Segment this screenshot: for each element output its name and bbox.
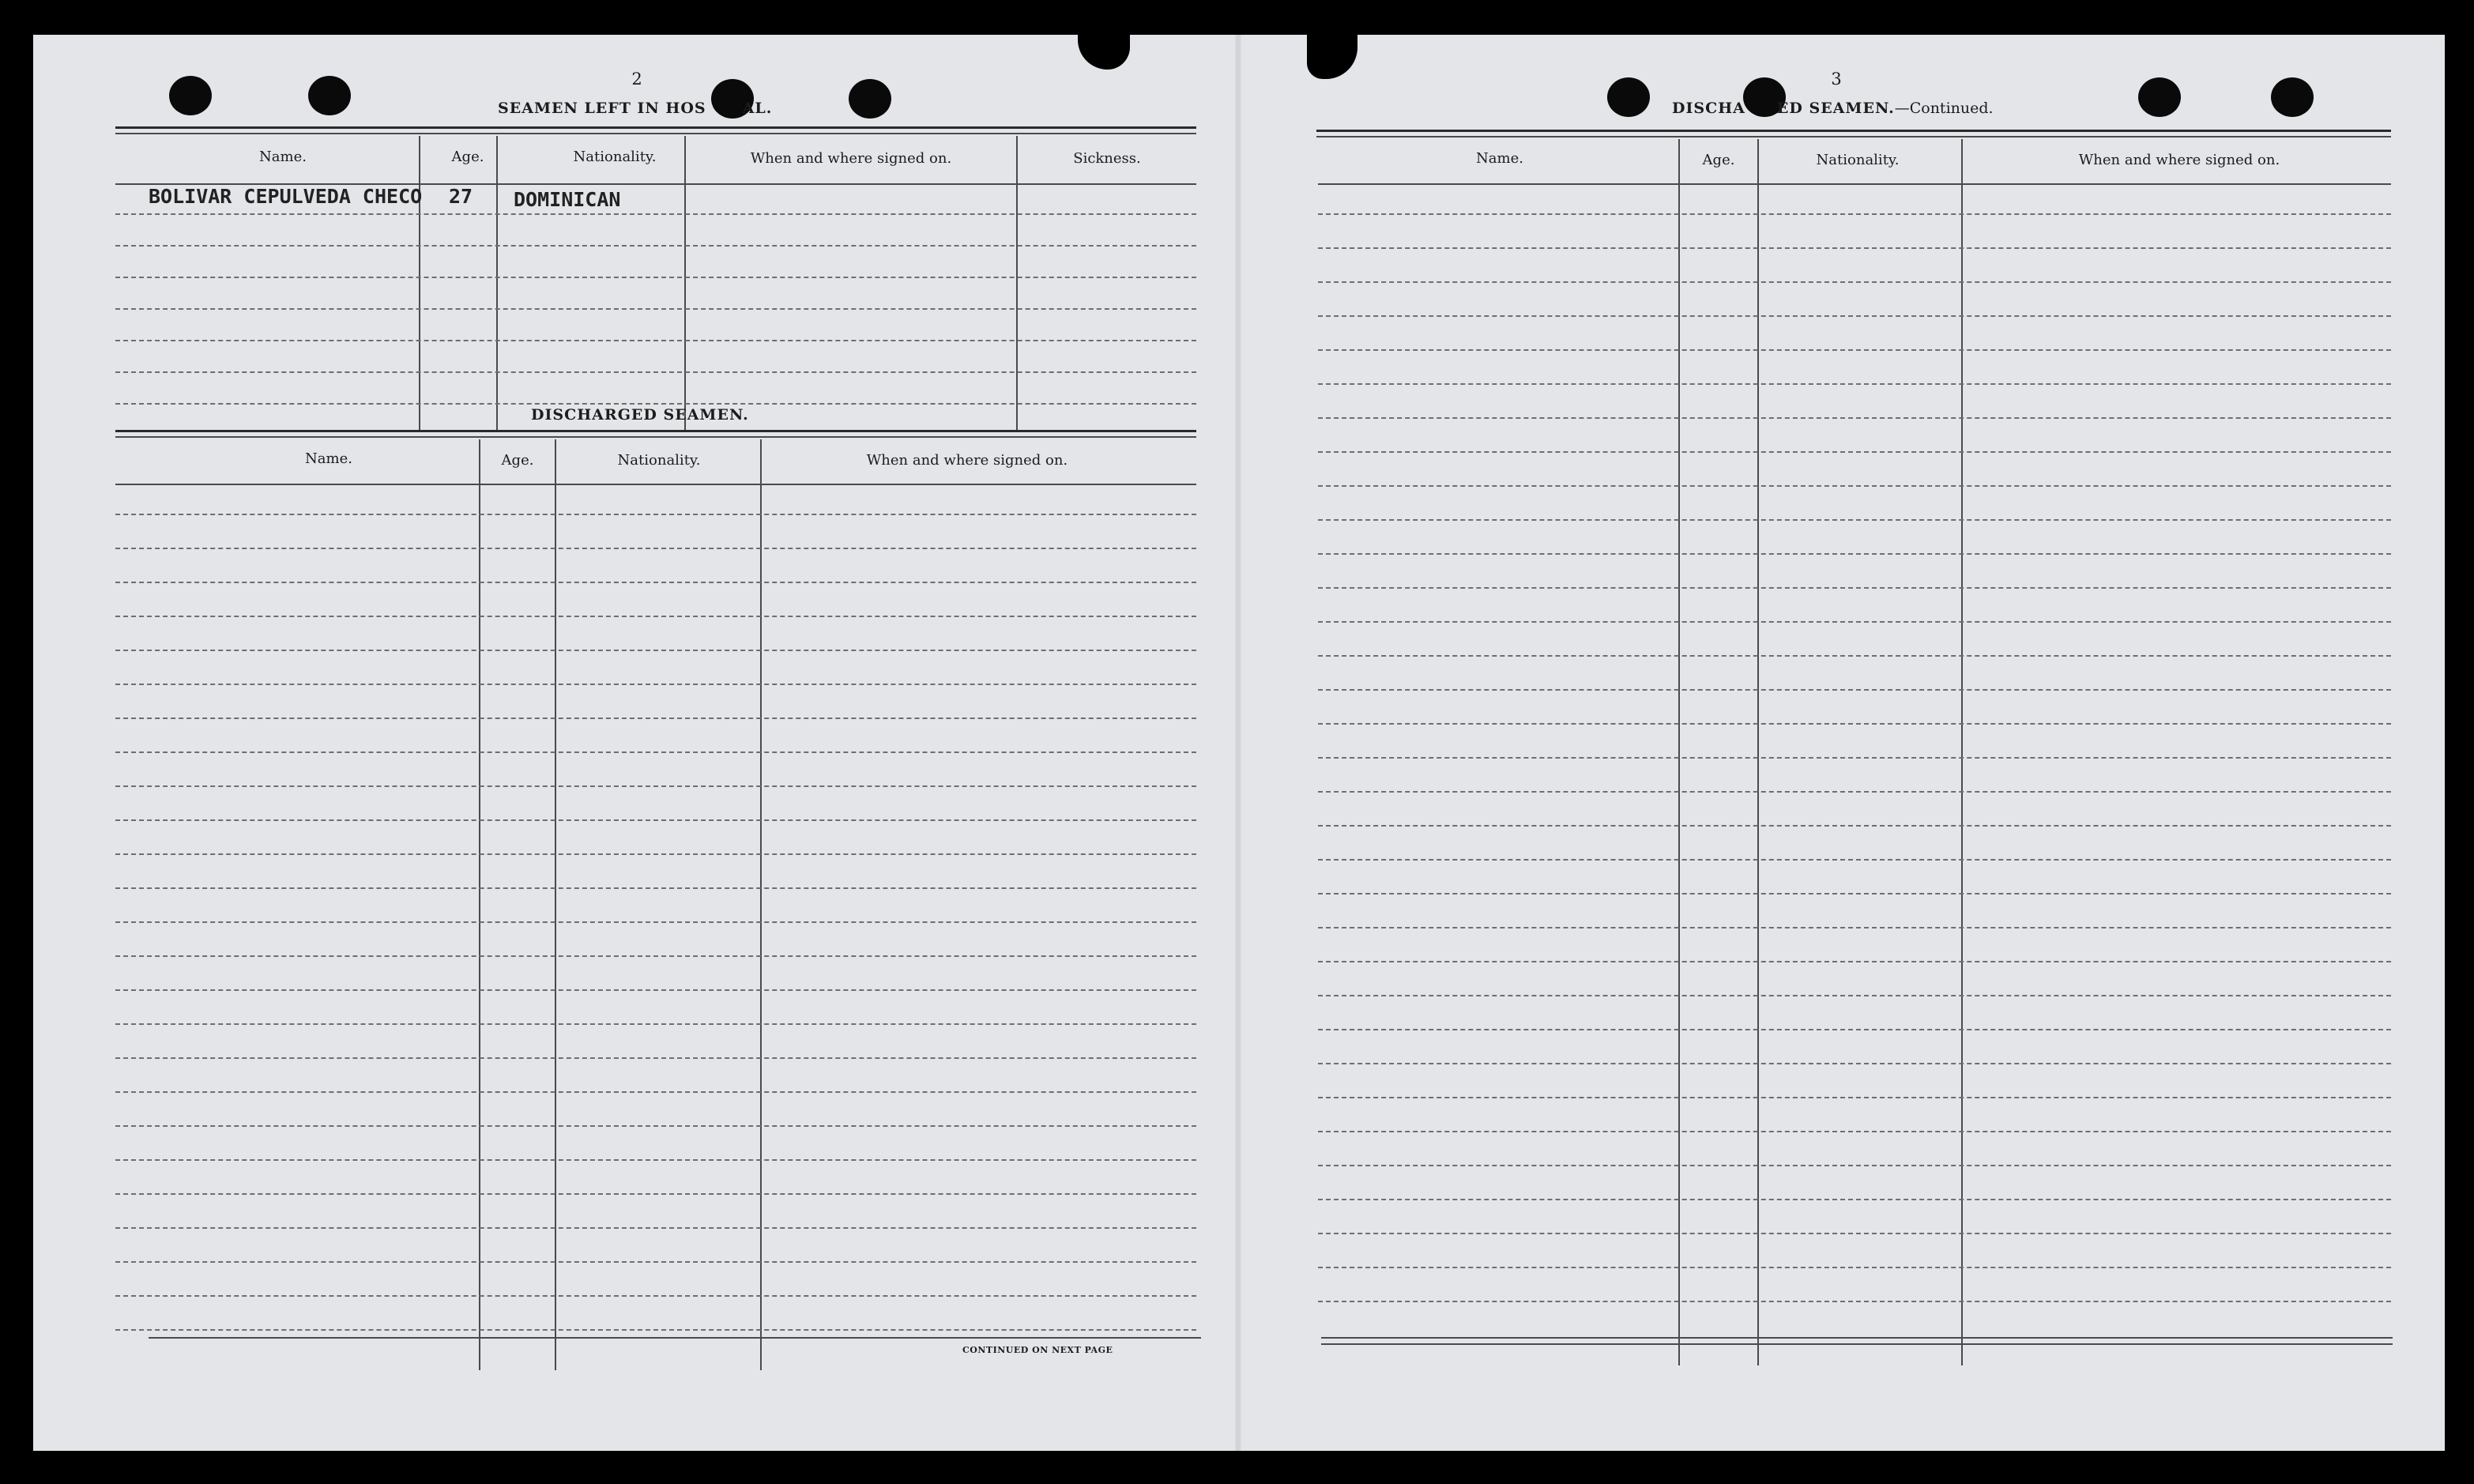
col-sickness: Sickness.	[1073, 150, 1141, 167]
ruled-line	[1318, 1063, 2391, 1064]
ruled-line	[1318, 927, 2391, 928]
ruled-line	[1318, 655, 2391, 657]
ruled-line	[115, 989, 1196, 991]
ruled-line	[1318, 451, 2391, 453]
rule	[115, 126, 1196, 129]
ruled-line	[1318, 587, 2391, 589]
ruled-line	[1318, 1267, 2391, 1268]
rule	[1321, 1337, 2393, 1339]
ruled-line	[115, 1125, 1196, 1127]
ruled-line	[115, 308, 1196, 310]
punch-hole	[849, 79, 891, 119]
ruled-line	[115, 245, 1196, 247]
right-title-end: —Continued.	[1894, 100, 1994, 117]
col-name: Name.	[259, 149, 307, 165]
hospital-title-start: SEAMEN LEFT IN HOS	[498, 100, 706, 117]
ruled-line	[1318, 553, 2391, 555]
ruled-line	[115, 582, 1196, 583]
ruled-line	[115, 1159, 1196, 1161]
hospital-section-title	[498, 100, 772, 117]
ruled-line	[1318, 315, 2391, 317]
seaman-nationality: DOMINICAN	[514, 188, 621, 211]
col-divider	[1961, 139, 1963, 1365]
ruled-line	[1318, 1165, 2391, 1166]
col-divider	[1678, 139, 1680, 1365]
paper-tear	[1307, 35, 1357, 79]
rule	[1316, 136, 2391, 137]
ruled-line	[1318, 247, 2391, 249]
ruled-line	[115, 1193, 1196, 1195]
ruled-line	[1318, 1199, 2391, 1200]
rule	[1321, 1343, 2393, 1345]
col-divider	[1757, 139, 1759, 1365]
col-divider	[555, 439, 556, 1370]
ruled-line	[1318, 1301, 2391, 1302]
hospital-title-end: AL.	[742, 100, 773, 117]
ruled-line	[115, 616, 1196, 617]
discharged-section-title: DISCHARGED SEAMEN.	[531, 406, 749, 424]
col-divider	[419, 136, 420, 430]
col-age: Age.	[501, 452, 534, 469]
ruled-line	[1318, 383, 2391, 385]
ruled-line	[1318, 213, 2391, 215]
seaman-name: BOLIVAR CEPULVEDA CHECO	[149, 185, 423, 208]
ruled-line	[115, 1261, 1196, 1263]
ruled-line	[1318, 825, 2391, 827]
ruled-line	[1318, 485, 2391, 487]
ruled-line	[115, 403, 1196, 405]
col-divider	[1016, 136, 1018, 430]
ruled-line	[1318, 995, 2391, 996]
ruled-line	[1318, 1097, 2391, 1098]
ruled-line	[115, 1329, 1196, 1331]
col-divider	[479, 439, 480, 1370]
ruled-line	[1318, 757, 2391, 759]
ruled-line	[115, 213, 1196, 215]
ruled-line	[1318, 723, 2391, 725]
ruled-line	[115, 751, 1196, 753]
ruled-line	[1318, 1233, 2391, 1234]
page-number: 2	[631, 70, 642, 89]
punch-hole	[308, 76, 351, 115]
col-nationality: Nationality.	[573, 149, 657, 165]
ruled-line	[115, 1091, 1196, 1093]
continued-note: CONTINUED ON NEXT PAGE	[962, 1345, 1113, 1355]
punch-hole	[1607, 77, 1650, 117]
ruled-line	[115, 887, 1196, 889]
right-title-mid: ED SEAMEN.	[1776, 100, 1895, 117]
ruled-line	[1318, 349, 2391, 351]
ruled-line	[1318, 621, 2391, 623]
rule	[1318, 183, 2391, 185]
col-age: Age.	[451, 149, 484, 165]
rule	[115, 484, 1196, 485]
ruled-line	[115, 684, 1196, 685]
ruled-line	[115, 514, 1196, 515]
rule	[149, 1337, 1201, 1339]
ruled-line	[115, 650, 1196, 651]
punch-hole	[2138, 77, 2181, 117]
ruled-line	[115, 718, 1196, 719]
ruled-line	[1318, 281, 2391, 283]
ruled-line	[115, 1023, 1196, 1025]
ruled-line	[115, 853, 1196, 855]
right-section-title	[1672, 100, 1994, 117]
rule	[115, 436, 1196, 438]
ruled-line	[1318, 417, 2391, 419]
ruled-line	[1318, 1029, 2391, 1030]
ruled-line	[115, 785, 1196, 787]
col-divider	[496, 136, 498, 430]
ruled-line	[115, 548, 1196, 549]
ruled-line	[115, 371, 1196, 373]
ruled-line	[115, 921, 1196, 923]
ruled-line	[1318, 893, 2391, 895]
ruled-line	[115, 819, 1196, 821]
ruled-line	[115, 1057, 1196, 1059]
ruled-line	[1318, 791, 2391, 793]
ruled-line	[1318, 961, 2391, 962]
col-name: Name.	[1476, 150, 1523, 167]
rule	[1316, 130, 2391, 132]
right-title-start: DISCHA	[1672, 100, 1745, 117]
seaman-age: 27	[449, 185, 473, 208]
col-nationality: Nationality.	[617, 452, 701, 469]
col-signed-on: When and where signed on.	[2078, 152, 2280, 168]
col-nationality: Nationality.	[1816, 152, 1900, 168]
ruled-line	[115, 955, 1196, 957]
ruled-line	[115, 340, 1196, 341]
ruled-line	[1318, 519, 2391, 521]
punch-hole	[169, 76, 212, 115]
rule	[115, 430, 1196, 432]
col-divider	[684, 136, 686, 430]
ruled-line	[1318, 689, 2391, 691]
col-name: Name.	[305, 450, 352, 467]
col-divider	[760, 439, 762, 1370]
ruled-line	[115, 277, 1196, 278]
col-age: Age.	[1702, 152, 1735, 168]
col-signed-on: When and where signed on.	[750, 150, 952, 167]
ruled-line	[1318, 1131, 2391, 1132]
document-sheet	[33, 35, 2445, 1451]
rule	[115, 133, 1196, 134]
ruled-line	[1318, 859, 2391, 861]
col-signed-on: When and where signed on.	[866, 452, 1068, 469]
page-fold	[1235, 35, 1241, 1451]
punch-hole	[2271, 77, 2314, 117]
page-number: 3	[1831, 70, 1842, 89]
ruled-line	[115, 1295, 1196, 1297]
ruled-line	[115, 1227, 1196, 1229]
paper-tear	[1078, 35, 1130, 70]
